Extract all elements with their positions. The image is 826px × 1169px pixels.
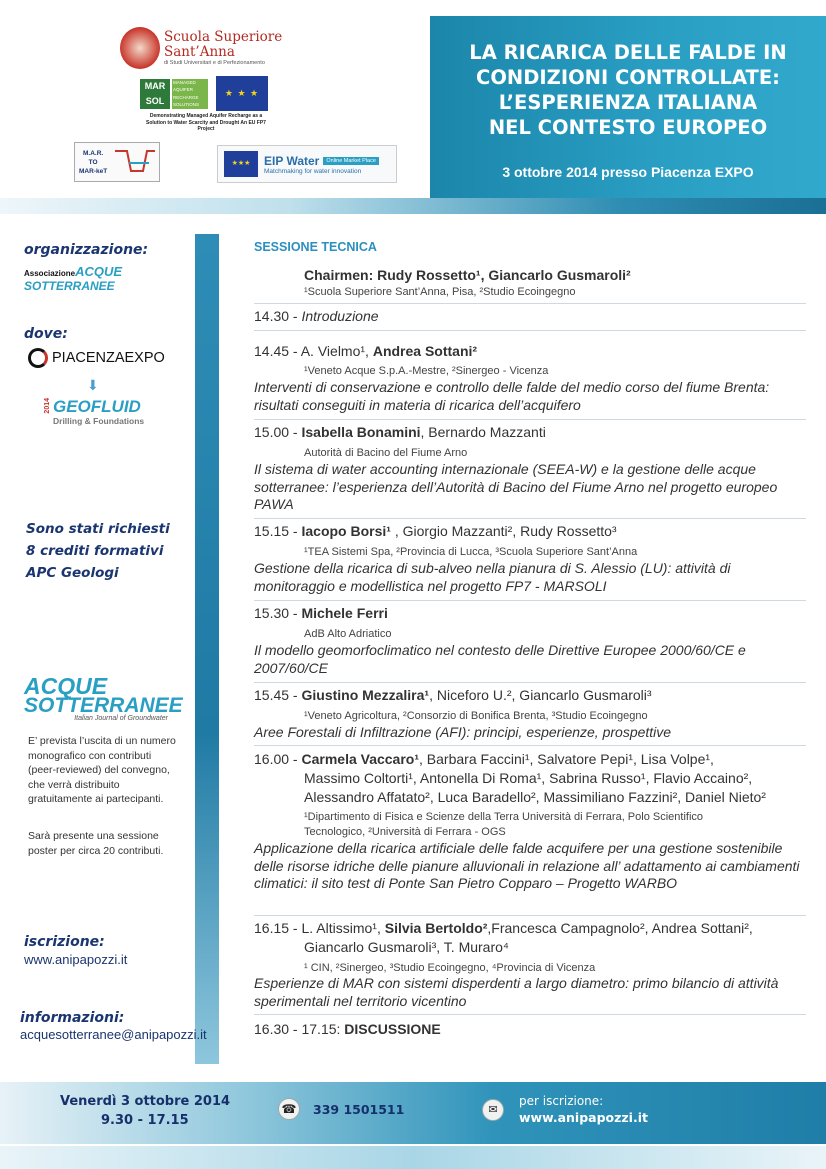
- footer-phone: 339 1501511: [313, 1102, 405, 1117]
- marsol-word-4: SOLUTIONS: [173, 102, 200, 108]
- talk-4-time: 15.30 -: [254, 605, 298, 621]
- talk-6-time: 16.00 -: [254, 751, 298, 767]
- mail-icon: ✉: [482, 1099, 504, 1121]
- title-panel: [430, 16, 826, 198]
- chair-line: Chairmen: Rudy Rossetto¹, Giancarlo Gusmaroli²: [304, 267, 631, 283]
- marsol-logo: [140, 78, 210, 110]
- marsol-sol: SOL: [145, 96, 165, 106]
- title-line-4: NEL CONTESTO EUROPEO: [488, 116, 768, 139]
- info-email-link[interactable]: acquesotterranee@anipapozzi.it: [20, 1027, 207, 1042]
- intro-time: 14.30 -: [254, 308, 298, 324]
- footer-hours: 9.30 - 17.15: [101, 1113, 189, 1128]
- intro-title: Introduzione: [301, 308, 379, 324]
- eu-flag-icon: ★ ★ ★: [216, 76, 268, 111]
- talk-4-author: Michele Ferri: [301, 605, 388, 621]
- talk-1-author-b: Andrea Sottani²: [372, 343, 478, 359]
- talk-2-title: Il sistema di water accounting internazionale (SEEA-W) e la gestione delle acque sotterranee: l’esperienza dell’Autorità di Bacino del Fiume Arno nel progetto europeo PAWA: [254, 461, 778, 512]
- talk-6-affiliation-1: ¹Dipartimento di Fisica e Scienze della Terra Università di Ferrara, Polo Scientifico: [304, 811, 704, 823]
- talk-6-author-a: , Barbara Faccini¹, Salvatore Pepi¹, Lisa Volpe¹,: [419, 751, 714, 767]
- scuola-name-line2: Sant’Anna: [164, 44, 235, 60]
- talk-2-author-b: Isabella Bonamini: [301, 424, 421, 440]
- talk-1-time: 14.45 -: [254, 343, 298, 359]
- footer-reg-link[interactable]: www.anipapozzi.it: [519, 1110, 648, 1125]
- divider: [254, 303, 806, 304]
- piacenza-expo-logo: [28, 348, 165, 368]
- talk-3-author-a: , Giorgio Mazzanti², Rudy Rossetto³: [390, 523, 617, 539]
- talk-6-affiliation-2: Tecnologico, ²Università di Ferrara - OGS: [304, 826, 506, 838]
- org-big1: ACQUE: [75, 264, 123, 279]
- discussion-row: [254, 1020, 441, 1038]
- talk-3-author-b: Iacopo Borsi¹: [301, 523, 391, 539]
- talk-5-speakers: [254, 686, 652, 704]
- talk-2-author-a: , Bernardo Mazzanti: [420, 424, 546, 440]
- eu-flag-small-icon: ★★★: [224, 151, 258, 177]
- talk-5-time: 15.45 -: [254, 687, 298, 703]
- marsol-mar: MAR: [144, 81, 166, 91]
- journal-description: E’ prevista l’uscita di un numero monografico con contributi (peer-reviewed) del convegno, che verrà distribuito gratuitamente ai partecipanti.: [28, 735, 176, 805]
- org-label: organizzazione:: [24, 242, 149, 258]
- scuola-name-line1: Scuola Superiore: [164, 29, 283, 45]
- where-label: dove:: [24, 326, 68, 342]
- footer-reg-label: per iscrizione:: [519, 1094, 604, 1108]
- talk-7-authors-line2: Giancarlo Gusmaroli³, T. Muraro⁴: [304, 939, 509, 955]
- acque-sotterranee-logo: [24, 266, 122, 292]
- talk-6-title: Applicazione della ricarica artificiale delle falde acquifere per una gestione sostenibile delle risorse idriche delle pianure alluvionali in relazione all’ adattamento ai cambiamenti climatici: il sito test di Ponte San Pietro Copparo – Progetto WARBO: [254, 840, 800, 891]
- eip-tag: Online Market Place: [323, 157, 379, 165]
- registration-label: iscrizione:: [24, 934, 105, 950]
- discussion-time: 16.30 - 17.15:: [254, 1021, 341, 1037]
- scuola-subtitle: di Studi Universitari e di Perfezionamento: [164, 60, 265, 66]
- footer-day: Venerdì 3 ottobre 2014: [60, 1094, 231, 1109]
- info-label: informazioni:: [20, 1010, 125, 1026]
- mar-mid: TO: [88, 158, 98, 166]
- talk-1-speakers: [254, 342, 477, 360]
- talk-5-title: Aree Forestali di Infiltrazione (AFI): principi, esperienze, prospettive: [254, 724, 672, 740]
- org-big2: SOTTERRANEE: [24, 279, 115, 293]
- expo-swirl-icon: [28, 348, 48, 368]
- talk-5-author-b: Giustino Mezzalira¹: [301, 687, 430, 703]
- title-line-1: LA RICARICA DELLE FALDE IN: [469, 41, 787, 64]
- mar-to-market-logo: [74, 142, 160, 182]
- crest-icon: [120, 27, 160, 69]
- talk-5-affiliation: ¹Veneto Agricoltura, ²Consorzio di Bonifica Brenta, ³Studio Ecoingegno: [304, 710, 648, 722]
- sidebar-accent-bar: [195, 234, 219, 1064]
- poster-note: Sarà presente una sessione poster per circa 20 contributi.: [28, 830, 164, 857]
- talk-2-affiliation: Autorità di Bacino del Fiume Arno: [304, 447, 468, 459]
- talk-4-title: Il modello geomorfoclimatico nel contesto delle Direttive Europee 2000/60/CE e 2007/60/CE: [254, 642, 746, 676]
- registration-link[interactable]: www.anipapozzi.it: [24, 952, 128, 967]
- venue1-name: PIACENZAEXPO: [52, 350, 165, 366]
- talk-7-affiliation: ¹ CIN, ²Sinergeo, ³Studio Ecoingegno, ⁴Provincia di Vicenza: [304, 962, 596, 974]
- talk-3-time: 15.15 -: [254, 523, 298, 539]
- journal-sub: Italian Journal of Groundwater: [74, 715, 168, 722]
- talk-4-affiliation: AdB Alto Adriatico: [304, 628, 392, 640]
- talk-7-speakers: [254, 919, 753, 937]
- marsol-word-1: MANAGED: [173, 80, 196, 85]
- talk-3-title: Gestione della ricarica di sub-alveo nella pianura di S. Alessio (LU): attività di monitoraggio e modellistica nel progetto FP7 - MARSOLI: [254, 560, 731, 594]
- marsol-caption: Demonstrating Managed Aquifer Recharge as a Solution to Water Scarcity and Drought An EU FP7 Project: [146, 113, 266, 132]
- event-date-place: 3 ottobre 2014 presso Piacenza EXPO: [502, 164, 754, 180]
- talk-3-speakers: [254, 522, 617, 540]
- talk-7-author-c: ,Francesca Campagnolo², Andrea Sottani²,: [487, 920, 753, 936]
- divider: [254, 419, 806, 420]
- arrow-down-icon: ⬇: [87, 377, 99, 393]
- venue2-name: GEOFLUID: [53, 397, 141, 416]
- discussion-label: DISCUSSIONE: [344, 1021, 441, 1037]
- eip-sub: Matchmaking for water innovation: [264, 167, 362, 175]
- talk-6-speakers: [254, 750, 714, 768]
- marsol-word-2: AQUIFER: [173, 87, 194, 93]
- talk-6-author-b: Carmela Vaccaro¹: [301, 751, 420, 767]
- divider: [254, 682, 806, 683]
- geofluid-logo: [44, 398, 144, 426]
- talk-1-affiliation: ¹Veneto Acque S.p.A.-Mestre, ²Sinergeo - Vicenza: [304, 365, 549, 377]
- divider: [254, 745, 806, 746]
- talk-6-authors-line2: Massimo Coltorti¹, Antonella Di Roma¹, Sabrina Russo¹, Flavio Accaino²,: [304, 770, 753, 786]
- talk-2-time: 15.00 -: [254, 424, 298, 440]
- credits-line-1: Sono stati richiesti: [26, 521, 170, 537]
- chair-affiliation: ¹Scuola Superiore Sant’Anna, Pisa, ²Studio Ecoingegno: [304, 286, 576, 298]
- talk-3-affiliation: ¹TEA Sistemi Spa, ²Provincia di Lucca, ³Scuola Superiore Sant’Anna: [304, 546, 638, 558]
- talk-7-time: 16.15 -: [254, 920, 298, 936]
- talk-7-title: Esperienze di MAR con sistemi disperdenti a largo diametro: primo bilancio di attività sperimentali nel territorio vicentino: [254, 975, 779, 1009]
- mar-bottom: MAR-keT: [79, 167, 108, 175]
- talk-4-speakers: [254, 604, 388, 622]
- aquifer-diagram-icon: [113, 145, 157, 179]
- divider: [254, 600, 806, 601]
- talk-2-speakers: [254, 423, 546, 441]
- talk-1-author-a: A. Vielmo¹,: [300, 343, 369, 359]
- title-line-2: CONDIZIONI CONTROLLATE:: [476, 66, 780, 89]
- event-title: [430, 40, 826, 140]
- header-band: [0, 198, 826, 214]
- divider: [254, 1014, 806, 1015]
- talk-1-title: Interventi di conservazione e controllo delle falde del medio corso del fiume Brenta: risultati conseguiti in materia di ricarica dell’acquifero: [254, 379, 770, 413]
- journal-big2: SOTTERRANEE: [24, 694, 183, 717]
- talk-6-authors-line3: Alessandro Affatato², Luca Baradello², Massimiliano Fazzini², Daniel Nieto²: [304, 789, 766, 805]
- venue2-year: 2014: [44, 398, 51, 414]
- title-line-3: L’ESPERIENZA ITALIANA: [498, 91, 758, 114]
- divider: [254, 518, 806, 519]
- venue2-sub: Drilling & Foundations: [53, 416, 145, 426]
- divider: [254, 330, 806, 331]
- credits-line-2: 8 crediti formativi: [26, 543, 164, 559]
- footer-band: [0, 1146, 826, 1169]
- org-small: Associazione: [24, 269, 76, 278]
- mar-top: M.A.R.: [82, 149, 104, 157]
- credits-note: [26, 518, 170, 584]
- talk-7-author-b: Silvia Bertoldo²: [384, 920, 488, 936]
- eip-name: EIP Water: [264, 153, 320, 168]
- talk-5-author-a: , Niceforo U.², Giancarlo Gusmaroli³: [429, 687, 652, 703]
- journal-logo: [24, 673, 183, 722]
- intro-row: [254, 307, 379, 325]
- journal-big1: ACQUE: [24, 673, 108, 699]
- scuola-santanna-logo: [120, 26, 290, 70]
- session-title: SESSIONE TECNICA: [254, 240, 377, 254]
- credits-line-3: APC Geologi: [26, 565, 119, 581]
- divider: [254, 915, 806, 916]
- marsol-word-3: RECHARGE: [173, 94, 199, 100]
- footer: [0, 1082, 826, 1144]
- talk-7-author-a: L. Altissimo¹,: [301, 920, 381, 936]
- eip-water-logo: [217, 145, 397, 183]
- phone-icon: ☎: [278, 1098, 300, 1120]
- logo-area: [0, 0, 430, 200]
